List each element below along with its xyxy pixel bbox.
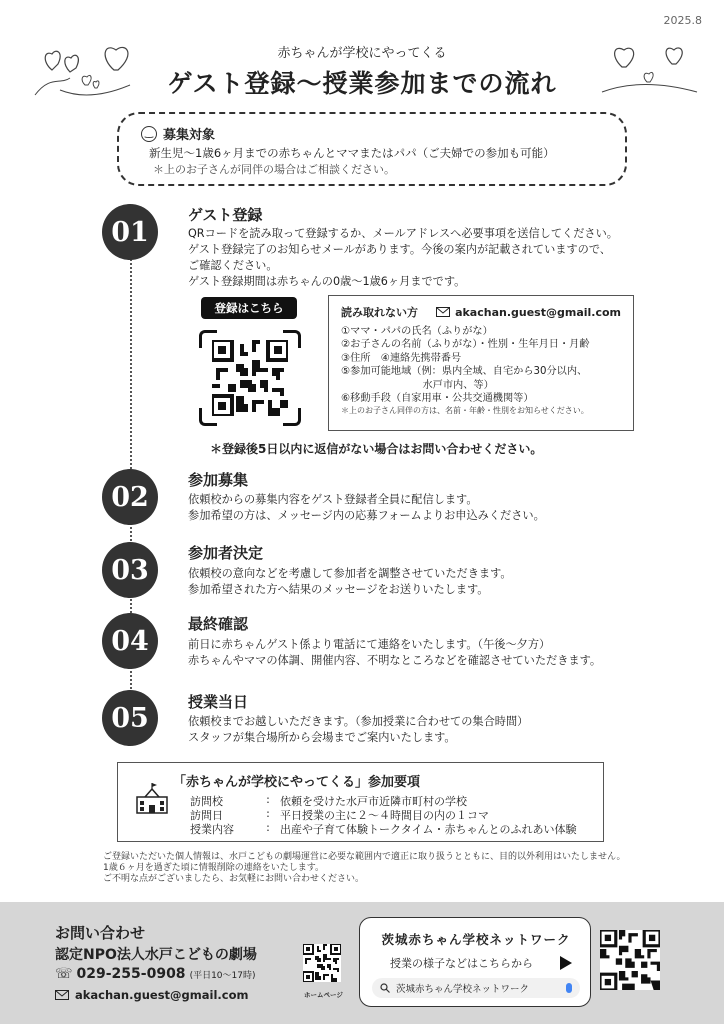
step-title-05: 授業当日	[188, 693, 249, 711]
network-search-bar[interactable]	[372, 978, 580, 998]
contact-tel-number: 029-255-0908	[76, 966, 186, 982]
homepage-qr-code[interactable]	[303, 944, 341, 982]
step-title-02: 参加募集	[188, 471, 249, 489]
info-item: ⑤参加可能地域（例：県内全域、自宅から30分以内、	[341, 366, 588, 378]
info-email[interactable]: akachan.guest@gmail.com	[455, 305, 621, 319]
search-icon	[380, 983, 390, 993]
step-title-04: 最終確認	[188, 615, 249, 633]
contact-heading: お問い合わせ	[55, 924, 146, 942]
info-item: 水戸市内、等）	[341, 379, 494, 391]
step-body-05: 依頼校までお越しいただきます。（参加授業に合わせての集合時間） スタッフが集合場所から会場までご案内いたします。	[188, 715, 529, 744]
school-icon	[135, 783, 169, 815]
target-title: 募集対象	[163, 128, 216, 143]
smile-icon: ‿	[141, 126, 157, 142]
info-item: ②お子さんの名前（ふりがな）・性別・生年月日・月齢	[341, 339, 590, 351]
network-qr-code[interactable]	[600, 930, 660, 990]
info-item: ⑥移動手段（自家用車・公共交通機関等）	[341, 393, 534, 405]
reply-notice: ＊登録後5日以内に返信がない場合はお問い合わせください。	[210, 442, 543, 456]
contact-tel[interactable]	[55, 966, 256, 982]
contact-email: akachan.guest@gmail.com	[75, 988, 249, 1002]
requirement-row: 訪問日 : 平日授業の主に２〜４時間目の内の１コマ	[190, 807, 489, 822]
requirements-box	[117, 762, 604, 842]
network-search-text: 茨城赤ちゃん学校ネットワーク	[396, 984, 530, 995]
issue-date: 2025.8	[663, 14, 702, 27]
play-icon[interactable]	[560, 956, 572, 970]
network-title: 茨城赤ちゃん学校ネットワーク	[381, 932, 571, 947]
step-body-03: 依頼校の意向などを考慮して参加者を調整させていただきます。 参加希望された方へ結果のメッセージをお送りいたします。	[188, 567, 512, 596]
step-number-02: 02	[102, 469, 158, 525]
register-button[interactable]: 登録はこちら	[201, 297, 297, 319]
homepage-label: ホームページ	[304, 991, 343, 999]
phone-icon: ☏	[55, 966, 73, 982]
info-item: ①ママ・パパの氏名（ふりがな）	[341, 326, 493, 337]
network-card[interactable]	[359, 917, 591, 1007]
mail-icon	[436, 307, 450, 317]
target-box	[117, 112, 627, 186]
contact-mail[interactable]	[55, 988, 248, 1002]
page-subtitle: 赤ちゃんが学校にやってくる	[277, 46, 447, 61]
info-item: ③住所 ④連絡先携帯番号	[341, 352, 462, 364]
privacy-note: ご登録いただいた個人情報は、水戸こどもの劇場運営に必要な範囲内で適正に取り扱うとともに、目的以外利用はいたしません。 1歳６ヶ月を過ぎた頃に情報削除の連絡をいたします。 ご不明な点がございましたら、お気軽にお問い合わせください。	[103, 852, 626, 884]
contact-org: 認定NPO法人水戸こどもの劇場	[55, 947, 257, 963]
requirement-row: 訪問校 : 依頼を受けた水戸市近隣市町村の学校	[190, 793, 467, 808]
step-number-05: 05	[102, 690, 158, 746]
info-title: 読み取れない方	[341, 306, 418, 319]
mail-icon	[55, 990, 69, 1000]
qr-code-icon	[212, 340, 288, 416]
manual-registration-box	[328, 295, 634, 431]
step-number-03: 03	[102, 542, 158, 598]
step-body-04: 前日に赤ちゃんゲスト係より電話にて連絡をいたします。（午後〜夕方） 赤ちゃんやママの体調、開催内容、不明なところなどを確認させていただきます。	[188, 638, 602, 667]
requirements-title: 「赤ちゃんが学校にやってくる」参加要項	[173, 775, 421, 790]
target-line: 新生児〜1歳6ヶ月までの赤ちゃんとママまたはパパ（ご夫婦での参加も可能）	[149, 146, 555, 160]
step-title-01: ゲスト登録	[188, 206, 263, 224]
page-title: ゲスト登録〜授業参加までの流れ	[167, 69, 557, 98]
step-title-03: 参加者決定	[188, 544, 264, 562]
step-body-01: QRコードを読み取って登録するか、メールアドレスへ必要事項を送信してください。 ゲスト登録完了のお知らせメールがあります。今後の案内が記載されていますので、 ご確認ください。 ゲスト登録期間は赤ちゃんの0歳〜1歳6ヶ月までです。	[188, 227, 618, 288]
step-number-04: 04	[102, 613, 158, 669]
info-note: ＊上のお子さん同伴の方は、名前・年齢・性別をお知らせください。	[341, 406, 589, 416]
requirement-row: 授業内容 : 出産や子育て体験トークタイム・赤ちゃんとのふれあい体験	[190, 821, 577, 836]
mic-icon	[566, 983, 572, 993]
target-note: ＊上のお子さんが同伴の場合はご相談ください。	[153, 163, 395, 176]
step-body-02: 依頼校からの募集内容をゲスト登録者全員に配信します。 参加希望の方は、メッセージ内の応募フォームよりお申込みください。	[188, 493, 545, 522]
step-number-01: 01	[102, 204, 158, 260]
register-qr-code[interactable]	[199, 330, 301, 426]
network-subtitle: 授業の様子などはこちらから	[390, 957, 533, 970]
contact-hours: (平日10〜17時)	[189, 971, 256, 981]
